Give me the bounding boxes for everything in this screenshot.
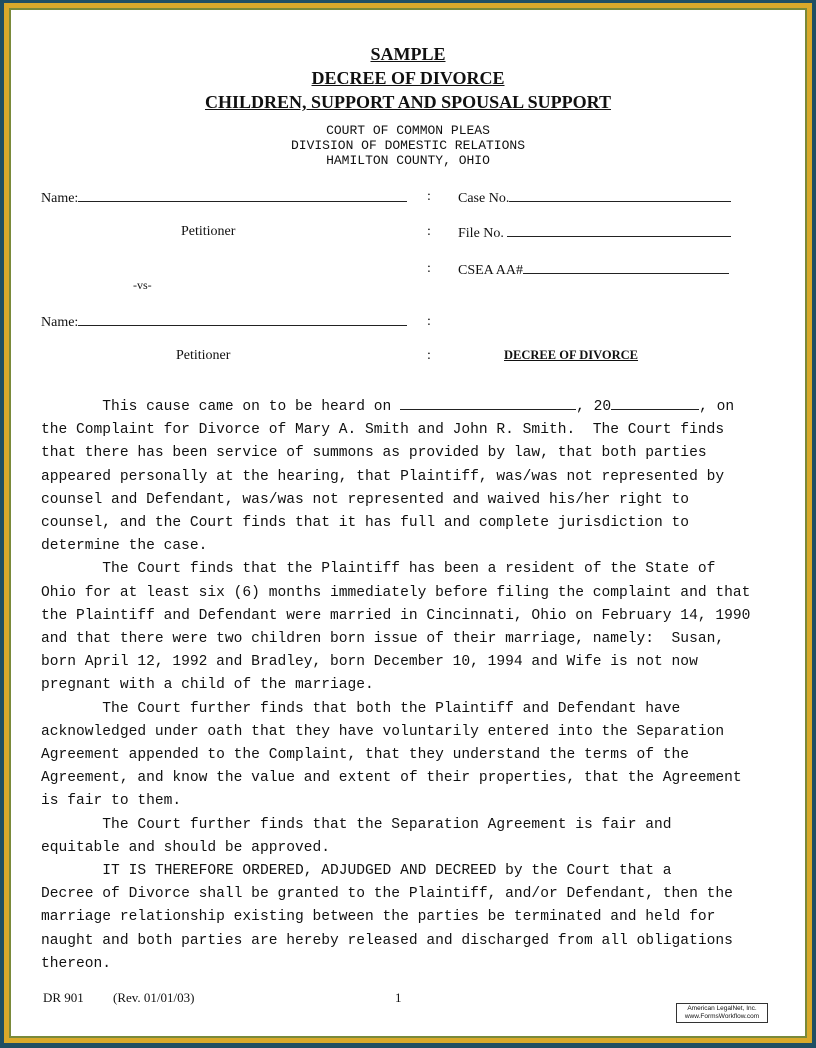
body-line: Ohio for at least six (6) months immediately before filing the complaint and that bbox=[41, 584, 751, 601]
name-line-2[interactable] bbox=[78, 313, 407, 326]
body-line: IT IS THEREFORE ORDERED, ADJUDGED AND DECREED by the Court that a bbox=[41, 863, 672, 880]
body-text-year: , 20 bbox=[576, 399, 612, 415]
name-line-1[interactable] bbox=[78, 189, 407, 202]
body-line: pregnant with a child of the marriage. bbox=[41, 677, 374, 694]
name-label: Name: bbox=[41, 315, 79, 330]
hearing-year-blank[interactable] bbox=[611, 397, 699, 410]
body-line: the Complaint for Divorce of Mary A. Smith and John R. Smith. The Court finds bbox=[41, 422, 725, 439]
body-line: Decree of Divorce shall be granted to the Plaintiff, and/or Defendant, then the bbox=[41, 886, 733, 903]
body-line: Agreement, and know the value and extent of their properties, that the Agreement bbox=[41, 770, 742, 787]
body-line: naught and both parties are hereby released and discharged from all obligations bbox=[41, 932, 733, 949]
case-no-label: Case No. bbox=[458, 191, 510, 206]
decree-body bbox=[41, 396, 781, 976]
body-line: The Court further finds that the Separation Agreement is fair and bbox=[41, 816, 672, 833]
file-no-line[interactable] bbox=[507, 224, 731, 237]
petitioner-label-2: Petitioner bbox=[176, 348, 231, 363]
petitioner-label-1: Petitioner bbox=[181, 224, 236, 239]
form-id: DR 901 bbox=[43, 990, 84, 1005]
title-sample: SAMPLE bbox=[370, 44, 446, 64]
body-line: is fair to them. bbox=[41, 793, 182, 810]
file-no-label: File No. bbox=[458, 226, 504, 241]
caption-colon: : bbox=[427, 314, 431, 329]
body-line: determine the case. bbox=[41, 538, 208, 555]
court-line-2: DIVISION OF DOMESTIC RELATIONS bbox=[290, 138, 526, 153]
stamp-line-1: American LegalNet, Inc. bbox=[687, 1005, 757, 1012]
name-field-2 bbox=[41, 313, 407, 331]
title-children-support: CHILDREN, SUPPORT AND SPOUSAL SUPPORT bbox=[205, 92, 611, 112]
body-line: equitable and should be approved. bbox=[41, 839, 331, 856]
name-field-1 bbox=[41, 189, 407, 207]
body-line: that there has been service of summons as provided by law, that both parties bbox=[41, 445, 707, 462]
caption-colon: : bbox=[427, 224, 431, 239]
body-line: and that there were two children born issue of their marriage, namely: Susan, bbox=[41, 631, 725, 648]
caption-colon: : bbox=[427, 261, 431, 276]
name-label: Name: bbox=[41, 191, 79, 206]
body-line: The Court finds that the Plaintiff has been a resident of the State of bbox=[41, 561, 716, 578]
case-no-line[interactable] bbox=[509, 189, 731, 202]
csea-label: CSEA AA# bbox=[458, 263, 523, 278]
body-line: counsel, and the Court finds that it has full and complete jurisdiction to bbox=[41, 515, 690, 532]
body-line: marriage relationship existing between the parties be terminated and held for bbox=[41, 909, 716, 926]
csea-line[interactable] bbox=[523, 261, 729, 274]
body-line bbox=[41, 396, 781, 419]
form-revision: (Rev. 01/01/03) bbox=[113, 990, 195, 1005]
hearing-date-blank[interactable] bbox=[400, 397, 576, 410]
body-line: the Plaintiff and Defendant were married in Cincinnati, Ohio on February 14, 1990 bbox=[41, 607, 751, 624]
page-number: 1 bbox=[395, 990, 402, 1005]
body-line: appeared personally at the hearing, that Plaintiff, was/was not represented by bbox=[41, 468, 725, 485]
body-text-heard-on: This cause came on to be heard on bbox=[41, 399, 401, 415]
vs-label: -vs- bbox=[133, 278, 152, 292]
body-line: acknowledged under oath that they have voluntarily entered into the Separation bbox=[41, 723, 725, 740]
decree-heading: DECREE OF DIVORCE bbox=[504, 348, 639, 362]
body-line: counsel and Defendant, was/was not represented and waived his/her right to bbox=[41, 491, 690, 508]
court-line-3: HAMILTON COUNTY, OHIO bbox=[326, 153, 490, 168]
body-line: born April 12, 1992 and Bradley, born December 10, 1994 and Wife is not now bbox=[41, 654, 698, 671]
caption-colon: : bbox=[427, 189, 431, 204]
court-line-1: COURT OF COMMON PLEAS bbox=[326, 123, 490, 138]
title-decree: DECREE OF DIVORCE bbox=[311, 68, 505, 88]
body-line: thereon. bbox=[41, 955, 112, 972]
body-text-on: , on bbox=[699, 399, 735, 415]
body-line: Agreement appended to the Complaint, that they understand the terms of the bbox=[41, 747, 690, 764]
csea-field bbox=[458, 261, 729, 279]
publisher-stamp bbox=[676, 1003, 768, 1023]
caption-colon: : bbox=[427, 348, 431, 363]
stamp-line-2: www.FormsWorkflow.com bbox=[684, 1013, 760, 1020]
body-line: The Court further finds that both the Plaintiff and Defendant have bbox=[41, 700, 681, 717]
case-no-field bbox=[458, 189, 731, 207]
file-no-field bbox=[458, 224, 731, 242]
